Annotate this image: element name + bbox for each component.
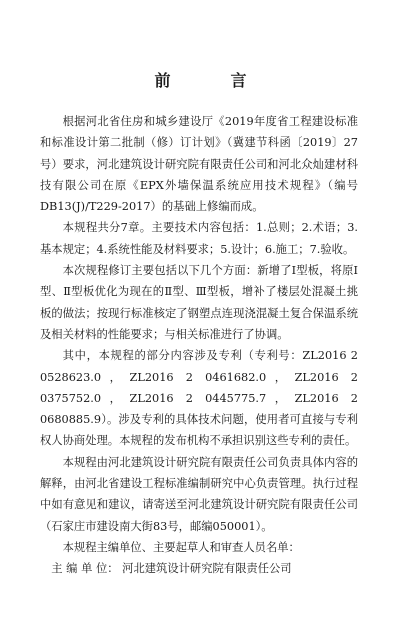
paragraph-interpretation: 本规程由河北建筑设计研究院有限责任公司负责具体内容的解释，由河北省建设工程标准编制研究中心负责管理。执行过程中如有意见和建议，请寄送至河北建筑设计研究院有限责任公司（石家庄市建设南大街83号，邮编050001）。 bbox=[40, 455, 358, 533]
paragraph-editors-intro: 本规程主编单位、主要起草人和审查人员名单： bbox=[62, 540, 300, 554]
paragraph-chapters: 本规程共分7章。主要技术内容包括：1.总则；2.术语；3.基本规定；4.系统性能及材料要求；5.设计；6.施工；7.验收。 bbox=[40, 221, 358, 256]
page-title: 前 言 bbox=[154, 71, 269, 90]
chief-editor-unit: 主 编 单 位： 河北建筑设计研究院有限责任公司 bbox=[51, 562, 292, 576]
document-body bbox=[40, 111, 358, 580]
paragraph-patents: 其中，本规程的部分内容涉及专利（专利号：ZL2016 2 0528623.0，ZL2016 2 0461682.0，ZL2016 2 0375752.0，ZL2016 2 0445775.7，ZL2016 2 0680885.9）。涉及专利的具体技术问题，使用者可直接与专利权人协商处理。本规程的发布机构不承担识别这些专利的责任。 bbox=[40, 349, 358, 448]
paragraph-revisions: 本次规程修订主要包括以下几个方面：新增了Ⅰ型板，将原Ⅰ型、Ⅱ型板优化为现在的Ⅱ型、Ⅲ型板，增补了楼层处混凝土挑板的做法；按现行标准核定了钢塑点连现浇混凝土复合保温系统及相关材料的性能要求；与相关标准进行了协调。 bbox=[40, 264, 358, 341]
paragraph-basis: 根据河北省住房和城乡建设厅《2019年度省工程建设标准和标准设计第二批制（修）订计划》（冀建节科函〔2019〕27号）要求，河北建筑设计研究院有限责任公司和河北众灿建材科技有限公司在原《EPX外墙保温系统应用技术规程》（编号DB13(J)/T229-2017）的基础上修编而成。 bbox=[40, 115, 358, 214]
